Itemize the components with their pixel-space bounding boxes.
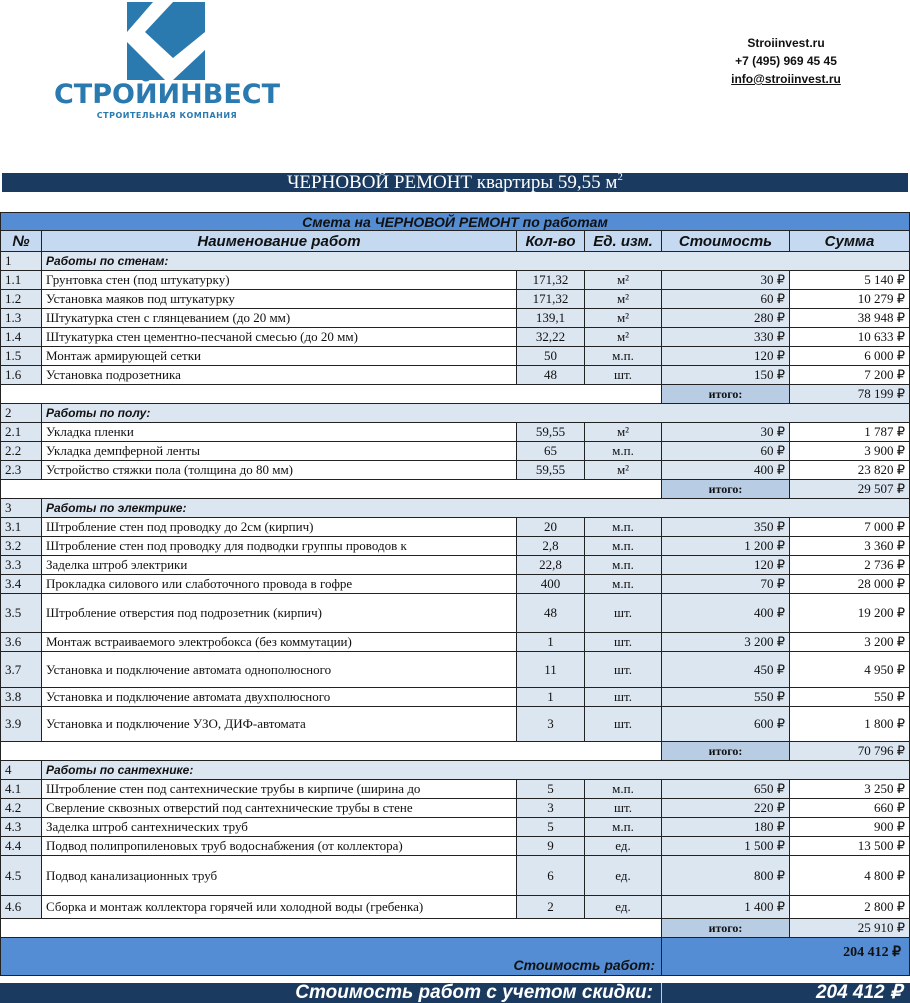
item-name: Установка и подключение автомата двухполюсного [42, 688, 517, 707]
item-sum: 7 000 ₽ [790, 518, 910, 537]
item-sum: 28 000 ₽ [790, 575, 910, 594]
item-cost: 1 200 ₽ [662, 537, 790, 556]
item-number: 1.2 [0, 290, 42, 309]
subtotal-label: итого: [662, 385, 790, 404]
item-qty: 5 [517, 818, 585, 837]
section-row [0, 761, 910, 780]
table-row [0, 896, 910, 919]
item-cost: 600 ₽ [662, 707, 790, 742]
subtotal-row [0, 742, 910, 761]
contact-site[interactable]: Stroiinvest.ru [747, 36, 825, 50]
item-unit: м² [585, 461, 662, 480]
item-sum: 1 787 ₽ [790, 423, 910, 442]
item-number: 1.6 [0, 366, 42, 385]
subtotal-spacer [0, 919, 662, 938]
section-row [0, 404, 910, 423]
table-row [0, 518, 910, 537]
item-qty: 11 [517, 652, 585, 688]
estimate-table [0, 212, 910, 976]
table-row [0, 799, 910, 818]
table-row [0, 556, 910, 575]
table-row [0, 652, 910, 688]
item-qty: 1 [517, 633, 585, 652]
item-name: Монтаж армирующей сетки [42, 347, 517, 366]
table-row [0, 328, 910, 347]
item-cost: 60 ₽ [662, 442, 790, 461]
subtotal-value: 25 910 ₽ [790, 919, 910, 938]
item-cost: 800 ₽ [662, 856, 790, 896]
table-row [0, 633, 910, 652]
item-qty: 1 [517, 688, 585, 707]
item-unit: м.п. [585, 818, 662, 837]
item-name: Установка и подключение автомата однополюсного [42, 652, 517, 688]
item-cost: 1 400 ₽ [662, 896, 790, 919]
item-name: Установка подрозетника [42, 366, 517, 385]
subtotal-spacer [0, 385, 662, 404]
logo-name: СТРОЙИНВЕСТ [53, 79, 281, 110]
item-cost: 120 ₽ [662, 347, 790, 366]
subtotal-label: итого: [662, 919, 790, 938]
item-cost: 400 ₽ [662, 461, 790, 480]
table-row [0, 837, 910, 856]
item-qty: 171,32 [517, 271, 585, 290]
table-row [0, 594, 910, 633]
subtotal-row [0, 919, 910, 938]
item-qty: 139,1 [517, 309, 585, 328]
item-name: Штукатурка стен цементно-песчаной смесью (до 20 мм) [42, 328, 517, 347]
item-cost: 180 ₽ [662, 818, 790, 837]
item-unit: м.п. [585, 556, 662, 575]
item-name: Сверление сквозных отверстий под сантехнические трубы в стене [42, 799, 517, 818]
item-cost: 220 ₽ [662, 799, 790, 818]
item-unit: ед. [585, 856, 662, 896]
logo-icon [127, 2, 205, 80]
discount-total-value: 204 412 ₽ [815, 982, 902, 1003]
item-sum: 1 800 ₽ [790, 707, 910, 742]
works-cost-label: Стоимость работ: [0, 938, 662, 976]
table-row [0, 366, 910, 385]
item-name: Прокладка силового или слаботочного провода в гофре [42, 575, 517, 594]
item-name: Установка маяков под штукатурку [42, 290, 517, 309]
table-row [0, 856, 910, 896]
item-name: Грунтовка стен (под штукатурку) [42, 271, 517, 290]
item-number: 1.1 [0, 271, 42, 290]
item-sum: 3 200 ₽ [790, 633, 910, 652]
item-unit: м.п. [585, 780, 662, 799]
table-row [0, 442, 910, 461]
item-cost: 350 ₽ [662, 518, 790, 537]
item-sum: 900 ₽ [790, 818, 910, 837]
table-row [0, 461, 910, 480]
item-sum: 2 736 ₽ [790, 556, 910, 575]
item-sum: 23 820 ₽ [790, 461, 910, 480]
item-unit: шт. [585, 366, 662, 385]
item-qty: 50 [517, 347, 585, 366]
col-cost: Стоимость [662, 231, 790, 252]
section-row [0, 499, 910, 518]
page-title [2, 173, 908, 192]
table-row [0, 688, 910, 707]
subtotal-value: 78 199 ₽ [790, 385, 910, 404]
item-cost: 1 500 ₽ [662, 837, 790, 856]
item-number: 2.1 [0, 423, 42, 442]
subtotal-row [0, 385, 910, 404]
item-unit: м² [585, 309, 662, 328]
item-number: 4.6 [0, 896, 42, 919]
item-name: Заделка штроб электрики [42, 556, 517, 575]
item-qty: 65 [517, 442, 585, 461]
item-cost: 60 ₽ [662, 290, 790, 309]
subtotal-label: итого: [662, 742, 790, 761]
item-unit: шт. [585, 799, 662, 818]
subtotal-spacer [0, 742, 662, 761]
discount-total-label: Стоимость работ с учетом скидки: [0, 983, 662, 1003]
item-sum: 10 633 ₽ [790, 328, 910, 347]
page-title-sup: 2 [617, 171, 623, 183]
col-unit: Ед. изм. [585, 231, 662, 252]
item-sum: 550 ₽ [790, 688, 910, 707]
item-number: 3.1 [0, 518, 42, 537]
item-unit: шт. [585, 707, 662, 742]
item-cost: 400 ₽ [662, 594, 790, 633]
contacts [700, 34, 872, 88]
item-number: 4.5 [0, 856, 42, 896]
section-row [0, 252, 910, 271]
table-header [0, 231, 910, 252]
table-row [0, 347, 910, 366]
section-name: Работы по электрике: [42, 499, 910, 518]
item-sum: 4 950 ₽ [790, 652, 910, 688]
item-number: 3.2 [0, 537, 42, 556]
subtotal-row [0, 480, 910, 499]
table-title: Смета на ЧЕРНОВОЙ РЕМОНТ по работам [0, 212, 910, 231]
item-cost: 30 ₽ [662, 423, 790, 442]
item-qty: 9 [517, 837, 585, 856]
item-sum: 3 900 ₽ [790, 442, 910, 461]
item-cost: 450 ₽ [662, 652, 790, 688]
item-name: Установка и подключение УЗО, ДИФ-автомата [42, 707, 517, 742]
discount-total-bar [0, 983, 910, 1003]
item-sum: 4 800 ₽ [790, 856, 910, 896]
item-name: Монтаж встраиваемого электробокса (без коммутации) [42, 633, 517, 652]
item-number: 3.3 [0, 556, 42, 575]
section-number: 1 [0, 252, 42, 271]
item-sum: 7 200 ₽ [790, 366, 910, 385]
item-name: Подвод полипропиленовых труб водоснабжения (от коллектора) [42, 837, 517, 856]
works-cost-row [0, 938, 910, 976]
item-name: Устройство стяжки пола (толщина до 80 мм) [42, 461, 517, 480]
item-unit: шт. [585, 688, 662, 707]
section-name: Работы по полу: [42, 404, 910, 423]
item-unit: м.п. [585, 442, 662, 461]
item-qty: 5 [517, 780, 585, 799]
item-number: 3.5 [0, 594, 42, 633]
item-number: 1.3 [0, 309, 42, 328]
item-sum: 6 000 ₽ [790, 347, 910, 366]
item-sum: 13 500 ₽ [790, 837, 910, 856]
section-number: 3 [0, 499, 42, 518]
item-unit: м.п. [585, 347, 662, 366]
item-name: Укладка пленки [42, 423, 517, 442]
item-unit: шт. [585, 594, 662, 633]
item-qty: 59,55 [517, 423, 585, 442]
item-cost: 550 ₽ [662, 688, 790, 707]
item-unit: шт. [585, 652, 662, 688]
item-qty: 32,22 [517, 328, 585, 347]
item-name: Штробление стен под проводку для подводки группы проводов к [42, 537, 517, 556]
item-sum: 19 200 ₽ [790, 594, 910, 633]
subtotal-spacer [0, 480, 662, 499]
item-qty: 48 [517, 366, 585, 385]
item-qty: 3 [517, 707, 585, 742]
item-cost: 330 ₽ [662, 328, 790, 347]
item-qty: 20 [517, 518, 585, 537]
item-cost: 30 ₽ [662, 271, 790, 290]
item-number: 4.4 [0, 837, 42, 856]
section-name: Работы по сантехнике: [42, 761, 910, 780]
table-row [0, 537, 910, 556]
item-sum: 2 800 ₽ [790, 896, 910, 919]
item-unit: м² [585, 271, 662, 290]
item-name: Заделка штроб сантехнических труб [42, 818, 517, 837]
item-qty: 2 [517, 896, 585, 919]
page-title-text: ЧЕРНОВОЙ РЕМОНТ квартиры 59,55 м [287, 172, 618, 193]
item-name: Подвод канализационных труб [42, 856, 517, 896]
item-unit: м.п. [585, 575, 662, 594]
table-row [0, 707, 910, 742]
item-number: 3.7 [0, 652, 42, 688]
item-sum: 3 250 ₽ [790, 780, 910, 799]
table-row [0, 575, 910, 594]
section-name: Работы по стенам: [42, 252, 910, 271]
table-row [0, 423, 910, 442]
item-number: 4.3 [0, 818, 42, 837]
item-number: 2.3 [0, 461, 42, 480]
subtotal-value: 29 507 ₽ [790, 480, 910, 499]
item-sum: 10 279 ₽ [790, 290, 910, 309]
item-qty: 400 [517, 575, 585, 594]
item-sum: 660 ₽ [790, 799, 910, 818]
col-sum: Сумма [790, 231, 910, 252]
item-qty: 6 [517, 856, 585, 896]
item-name: Штробление стен под сантехнические трубы в кирпиче (ширина до [42, 780, 517, 799]
subtotal-value: 70 796 ₽ [790, 742, 910, 761]
item-number: 1.4 [0, 328, 42, 347]
contact-phone: +7 (495) 969 45 45 [735, 54, 837, 68]
item-unit: м.п. [585, 518, 662, 537]
item-qty: 22,8 [517, 556, 585, 575]
item-number: 3.4 [0, 575, 42, 594]
col-number: № [0, 231, 42, 252]
item-unit: ед. [585, 896, 662, 919]
item-name: Штукатурка стен с глянцеванием (до 20 мм) [42, 309, 517, 328]
table-row [0, 309, 910, 328]
logo-tagline: СТРОИТЕЛЬНАЯ КОМПАНИЯ [96, 111, 238, 120]
section-number: 4 [0, 761, 42, 780]
item-number: 2.2 [0, 442, 42, 461]
item-sum: 5 140 ₽ [790, 271, 910, 290]
item-unit: шт. [585, 633, 662, 652]
col-qty: Кол-во [517, 231, 585, 252]
table-row [0, 818, 910, 837]
item-unit: ед. [585, 837, 662, 856]
item-name: Штробление отверстия под подрозетник (кирпич) [42, 594, 517, 633]
item-number: 1.5 [0, 347, 42, 366]
item-unit: м² [585, 290, 662, 309]
item-qty: 3 [517, 799, 585, 818]
item-number: 3.8 [0, 688, 42, 707]
subtotal-label: итого: [662, 480, 790, 499]
item-number: 4.1 [0, 780, 42, 799]
item-qty: 59,55 [517, 461, 585, 480]
item-name: Укладка демпферной ленты [42, 442, 517, 461]
contact-email[interactable]: info@stroiinvest.ru [731, 72, 841, 86]
item-number: 4.2 [0, 799, 42, 818]
item-sum: 3 360 ₽ [790, 537, 910, 556]
item-sum: 38 948 ₽ [790, 309, 910, 328]
item-qty: 171,32 [517, 290, 585, 309]
works-cost-value: 204 412 ₽ [662, 938, 910, 976]
item-name: Сборка и монтаж коллектора горячей или холодной воды (гребенка) [42, 896, 517, 919]
item-unit: м.п. [585, 537, 662, 556]
item-cost: 150 ₽ [662, 366, 790, 385]
item-qty: 2,8 [517, 537, 585, 556]
item-unit: м² [585, 423, 662, 442]
item-cost: 70 ₽ [662, 575, 790, 594]
item-cost: 3 200 ₽ [662, 633, 790, 652]
item-cost: 650 ₽ [662, 780, 790, 799]
item-number: 3.6 [0, 633, 42, 652]
item-cost: 280 ₽ [662, 309, 790, 328]
table-row [0, 780, 910, 799]
section-number: 2 [0, 404, 42, 423]
item-name: Штробление стен под проводку до 2см (кирпич) [42, 518, 517, 537]
col-name: Наименование работ [42, 231, 517, 252]
item-unit: м² [585, 328, 662, 347]
item-qty: 48 [517, 594, 585, 633]
table-body [0, 252, 910, 938]
item-number: 3.9 [0, 707, 42, 742]
table-row [0, 271, 910, 290]
table-row [0, 290, 910, 309]
item-cost: 120 ₽ [662, 556, 790, 575]
